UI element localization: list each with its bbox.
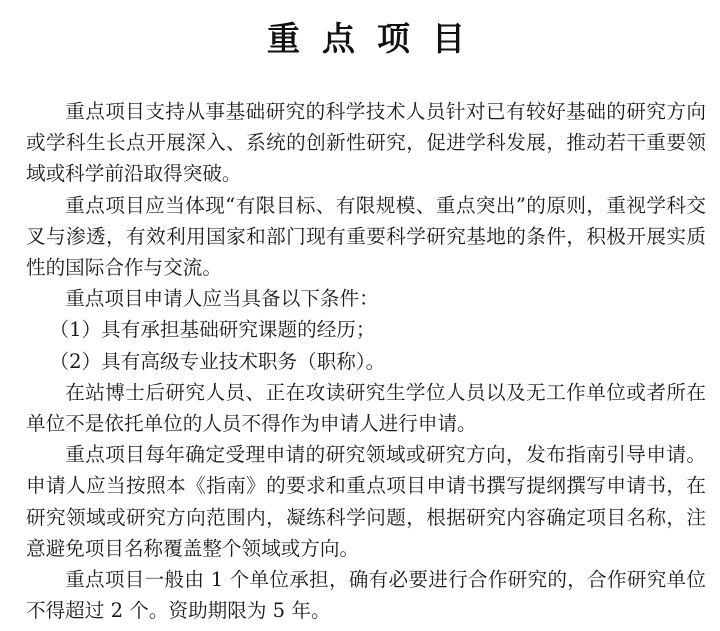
paragraph-funding-term: 重点项目一般由 1 个单位承担，确有必要进行合作研究的，合作研究单位不得超过 2 个。资助期限为 5 年。 [26,568,706,623]
document-body [26,96,706,626]
paragraph-intro: 重点项目支持从事基础研究的科学技术人员针对已有较好基础的研究方向或学科生长点开展深入、系统的创新性研究，促进学科发展，推动若干重要领域或科学前沿取得突破。 [26,100,706,186]
condition-item-2: （2）具有高级专业技术职务（职称）。 [49,349,386,373]
paragraph-principles: 重点项目应当体现“有限目标、有限规模、重点突出”的原则，重视学科交叉与渗透，有效利用国家和部门现有重要科学研究基地的条件，积极开展实质性的国际合作与交流。 [26,193,706,280]
paragraph-conditions-heading: 重点项目申请人应当具备以下条件： [65,287,379,311]
condition-item-1: （1）具有承担基础研究课题的经历； [49,318,376,342]
page-title: 重点项目 [267,19,487,58]
paragraph-guidelines: 重点项目每年确定受理申请的研究领域或研究方向，发布指南引导申请。申请人应当按照本《指南》的要求和重点项目申请书撰写提纲撰写申请书，在研究领域或研究方向范围内，凝练科学问题，根据研究内容确定项目名称，注意避免项目名称覆盖整个领域或方向。 [26,443,706,560]
paragraph-ineligible: 在站博士后研究人员、正在攻读研究生学位人员以及无工作单位或者所在单位不是依托单位的人员不得作为申请人进行申请。 [26,380,706,436]
